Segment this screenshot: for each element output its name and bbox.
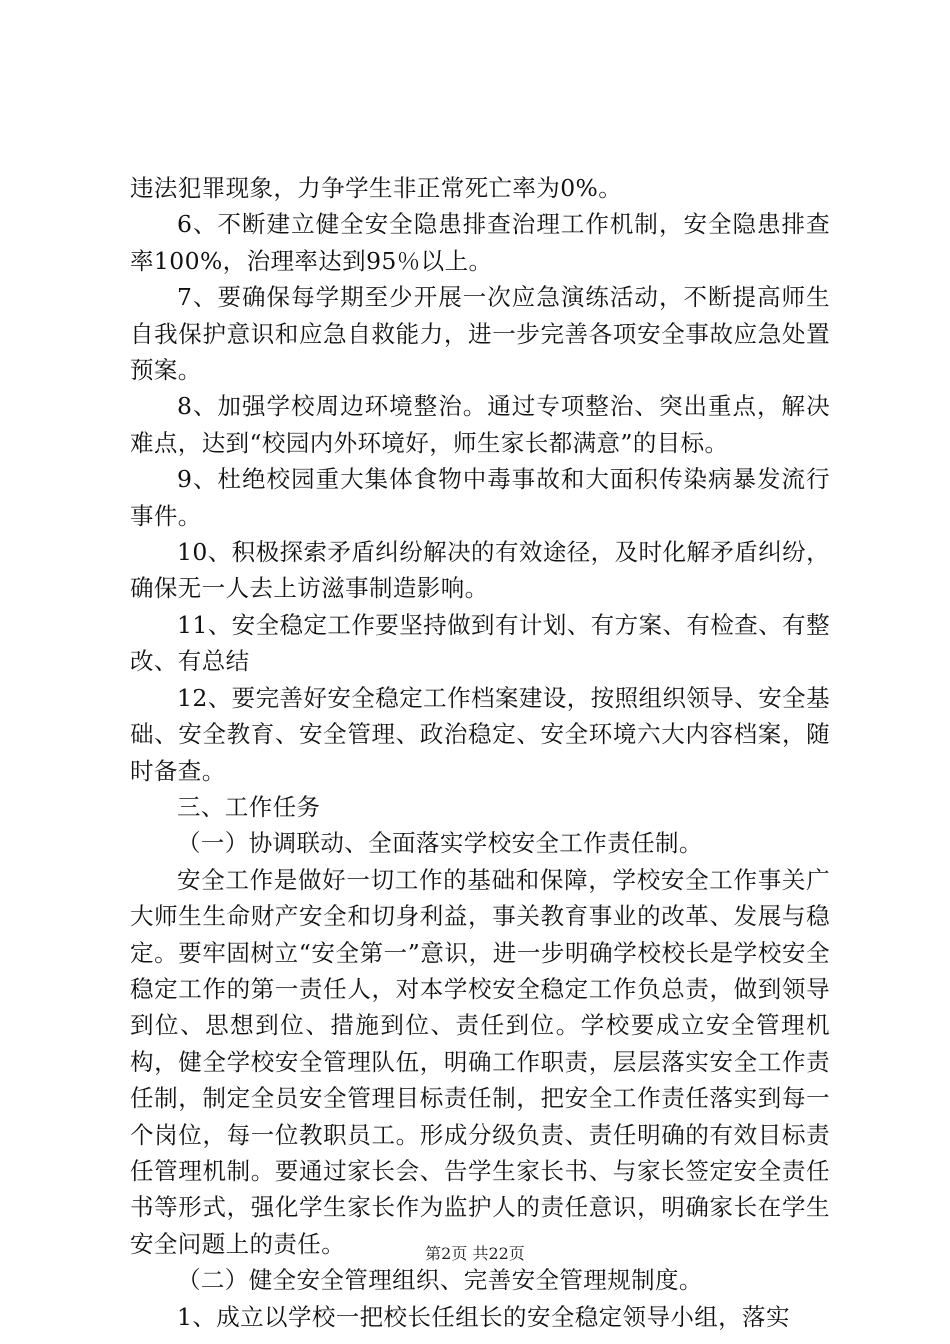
paragraph-item-6: 6、不断建立健全安全隐患排查治理工作机制，安全隐患排查率100%，治理率达到95％以上。 — [130, 210, 830, 275]
paragraph-item-11: 11、安全稳定工作要坚持做到有计划、有方案、有检查、有整改、有总结 — [130, 610, 830, 676]
paragraph-item-8: 8、加强学校周边环境整治。通过专项整治、突出重点，解决难点，达到“校园内外环境好，师生家长都满意”的目标。 — [130, 392, 830, 457]
paragraph-continuation: 违法犯罪现象，力争学生非正常死亡率为0%。 — [130, 174, 623, 202]
paragraph-item-7: 7、要确保每学期至少开展一次应急演练活动，不断提高师生自我保护意识和应急自救能力，进一步完善各项安全事故应急处置预案。 — [130, 283, 830, 385]
paragraph-subitem-1: 1、成立以学校一把校长任组长的安全稳定领导小组，落实 — [177, 1302, 790, 1331]
section-heading-tasks: 三、工作任务 — [177, 792, 321, 821]
paragraph-item-10: 10、积极探索矛盾纠纷解决的有效途径，及时化解矛盾纠纷，确保无一人去上访滋事制造影响。 — [130, 538, 830, 603]
paragraph-item-9: 9、杜绝校园重大集体食物中毒事故和大面积传染病暴发流行事件。 — [130, 465, 830, 530]
page-footer: 第2页 共22页 — [425, 1244, 525, 1263]
paragraph-item-12: 12、要完善好安全稳定工作档案建设，按照组织领导、安全基础、安全教育、安全管理、政治稳定、安全环境六大内容档案，随时备查。 — [130, 683, 830, 785]
subsection-heading-2: （二）健全安全管理组织、完善安全管理规制度。 — [177, 1266, 703, 1295]
paragraph-responsibility: 安全工作是做好一切工作的基础和保障，学校安全工作事关广大师生生命财产安全和切身利益，事关教育事业的改革、发展与稳定。要牢固树立“安全第一”意识，进一步明确学校校长是学校安全稳定工作的第一责任人，对本学校安全稳定工作负总责，做到领导到位、思想到位、措施到位、责任到位。学校要成立安全管理机构，健全学校安全管理队伍，明确工作职责，层层落实安全工作责任制，制定全员安全管理目标责任制，把安全工作责任落实到每一个岗位，每一位教职员工。形成分级负责、责任明确的有效目标责任管理机制。要通过家长会、告学生家长书、与家长签定安全责任书等形式，强化学生家长作为监护人的责任意识，明确家长在学生安全问题上的责任。 — [130, 865, 830, 1258]
subsection-heading-1: （一）协调联动、全面落实学校安全工作责任制。 — [177, 829, 703, 858]
document-body — [130, 170, 830, 1335]
